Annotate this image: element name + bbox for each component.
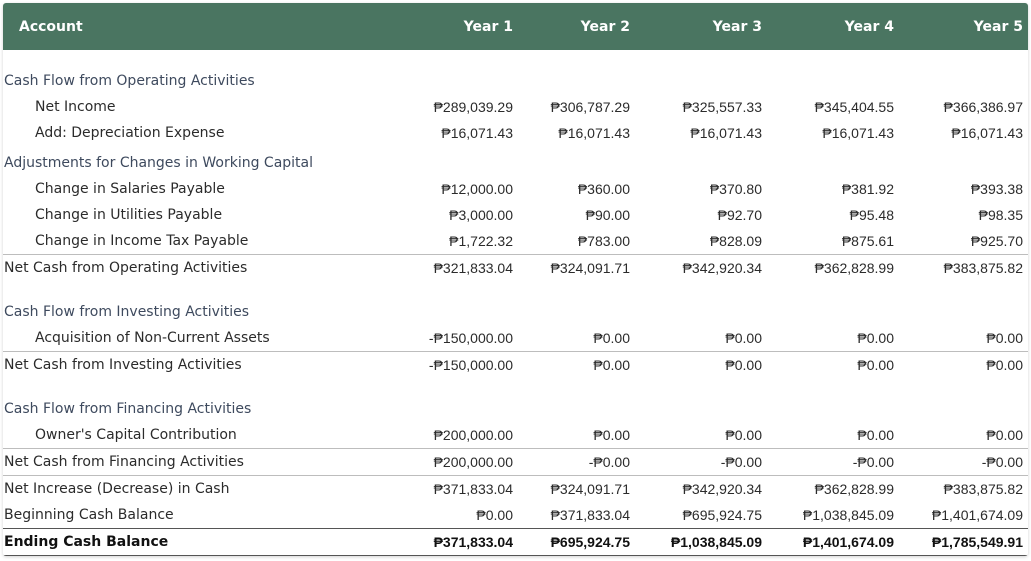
cell-year-3: ₱16,071.43	[690, 125, 762, 141]
cell-year-4: ₱0.00	[857, 330, 894, 346]
cell-year-5: ₱383,875.82	[899, 476, 1028, 503]
cell-year-2: ₱0.00	[518, 352, 635, 379]
cell-year-4: ₱0.00	[767, 352, 899, 379]
cell-year-4: ₱0.00	[857, 427, 894, 443]
cell-year-1: ₱1,722.32	[449, 233, 513, 249]
cell-year-5: ₱925.70	[970, 233, 1023, 249]
cash-flow-statement-card	[3, 3, 1028, 556]
spacer-row	[3, 281, 1028, 295]
section-heading-operating	[3, 64, 1028, 94]
cell-year-1: ₱371,833.04	[403, 476, 518, 503]
cell-year-2: ₱324,091.71	[518, 476, 635, 503]
cell-year-3: ₱0.00	[725, 427, 762, 443]
cell-year-3: ₱370.80	[709, 181, 762, 197]
cell-year-4: ₱362,828.99	[767, 476, 899, 503]
cell-year-4: -₱0.00	[767, 449, 899, 476]
cell-year-5: ₱383,875.82	[899, 255, 1028, 282]
table-header-row	[3, 3, 1028, 50]
cell-year-5: -₱0.00	[899, 449, 1028, 476]
cell-year-4: ₱381.92	[841, 181, 894, 197]
cell-year-3: ₱342,920.34	[635, 476, 767, 503]
cell-year-5: ₱1,401,674.09	[931, 507, 1023, 523]
cell-year-1: ₱289,039.29	[433, 99, 513, 115]
header-year-2: Year 2	[580, 18, 630, 35]
header-account: Account	[19, 18, 83, 35]
cell-year-4: ₱16,071.43	[822, 125, 894, 141]
table-row-ending-balance	[3, 529, 1028, 557]
cell-year-1: ₱3,000.00	[449, 207, 513, 223]
spacer-row	[3, 50, 1028, 64]
cell-year-2: ₱360.00	[577, 181, 630, 197]
cell-year-3: ₱0.00	[635, 352, 767, 379]
cell-year-2: ₱695,924.75	[518, 529, 635, 557]
cell-year-5: ₱98.35	[978, 207, 1023, 223]
table-row-owner-capital	[3, 422, 1028, 449]
cell-year-5: ₱0.00	[899, 352, 1028, 379]
cell-year-2: -₱0.00	[518, 449, 635, 476]
cell-year-2: ₱16,071.43	[558, 125, 630, 141]
cell-year-3: -₱0.00	[635, 449, 767, 476]
cell-year-4: ₱1,038,845.09	[802, 507, 894, 523]
table-row-net-operating	[3, 255, 1028, 282]
cell-year-3: ₱695,924.75	[682, 507, 762, 523]
cell-year-1: ₱371,833.04	[403, 529, 518, 557]
table-row-acquisition	[3, 325, 1028, 352]
header-year-1: Year 1	[463, 18, 513, 35]
row-label: Net Cash from Financing Activities	[3, 449, 403, 476]
table-row-net-financing	[3, 449, 1028, 476]
row-label: Owner's Capital Contribution	[35, 427, 237, 443]
cell-year-1: ₱16,071.43	[441, 125, 513, 141]
row-label: Net Increase (Decrease) in Cash	[3, 476, 403, 503]
cell-year-5: ₱366,386.97	[943, 99, 1023, 115]
row-label: Net Cash from Operating Activities	[3, 255, 403, 282]
cell-year-3: ₱828.09	[709, 233, 762, 249]
cell-year-5: ₱0.00	[986, 427, 1023, 443]
cell-year-2: ₱0.00	[593, 427, 630, 443]
cell-year-2: ₱783.00	[577, 233, 630, 249]
section-title: Cash Flow from Investing Activities	[4, 304, 250, 320]
row-label: Change in Salaries Payable	[35, 181, 225, 197]
cell-year-1: ₱200,000.00	[433, 427, 513, 443]
table-row-net-increase	[3, 476, 1028, 503]
cell-year-2: ₱90.00	[585, 207, 630, 223]
row-label: Change in Income Tax Payable	[35, 233, 249, 249]
cell-year-1: -₱150,000.00	[428, 330, 513, 346]
table-row-depreciation	[3, 120, 1028, 146]
cell-year-3: ₱92.70	[717, 207, 762, 223]
cell-year-4: ₱362,828.99	[767, 255, 899, 282]
cell-year-3: ₱325,557.33	[682, 99, 762, 115]
cell-year-5: ₱0.00	[986, 330, 1023, 346]
cell-year-1: ₱321,833.04	[403, 255, 518, 282]
section-heading-adjustments	[3, 146, 1028, 176]
row-label: Change in Utilities Payable	[35, 207, 223, 223]
table-row-net-income	[3, 94, 1028, 120]
cell-year-5: ₱1,785,549.91	[899, 529, 1028, 557]
table-row-beginning-balance	[3, 502, 1028, 529]
row-label: Net Income	[35, 99, 116, 115]
cell-year-2: ₱0.00	[593, 330, 630, 346]
cell-year-1: ₱0.00	[476, 507, 513, 523]
table-row-net-investing	[3, 352, 1028, 379]
cell-year-3: ₱0.00	[725, 330, 762, 346]
cell-year-2: ₱306,787.29	[550, 99, 630, 115]
section-title: Cash Flow from Financing Activities	[4, 401, 252, 417]
cell-year-1: -₱150,000.00	[403, 352, 518, 379]
row-label: Add: Depreciation Expense	[35, 125, 225, 141]
section-heading-financing	[3, 392, 1028, 422]
cell-year-3: ₱1,038,845.09	[635, 529, 767, 557]
cell-year-4: ₱875.61	[841, 233, 894, 249]
cell-year-5: ₱393.38	[970, 181, 1023, 197]
cell-year-5: ₱16,071.43	[951, 125, 1023, 141]
spacer-row	[3, 378, 1028, 392]
cell-year-1: ₱12,000.00	[441, 181, 513, 197]
row-label: Acquisition of Non-Current Assets	[35, 330, 270, 346]
section-heading-investing	[3, 295, 1028, 325]
cell-year-1: ₱200,000.00	[403, 449, 518, 476]
section-title: Cash Flow from Operating Activities	[4, 73, 255, 89]
table-row-utilities-payable	[3, 202, 1028, 228]
header-year-4: Year 4	[844, 18, 894, 35]
cash-flow-table	[3, 3, 1028, 556]
row-label: Net Cash from Investing Activities	[3, 352, 403, 379]
cell-year-2: ₱371,833.04	[550, 507, 630, 523]
section-title: Adjustments for Changes in Working Capital	[4, 155, 314, 171]
header-year-5: Year 5	[973, 18, 1023, 35]
cell-year-4: ₱95.48	[849, 207, 894, 223]
cell-year-4: ₱345,404.55	[814, 99, 894, 115]
header-year-3: Year 3	[712, 18, 762, 35]
cell-year-3: ₱342,920.34	[635, 255, 767, 282]
cell-year-4: ₱1,401,674.09	[767, 529, 899, 557]
row-label: Beginning Cash Balance	[4, 507, 174, 523]
table-row-income-tax-payable	[3, 228, 1028, 255]
row-label: Ending Cash Balance	[3, 529, 403, 557]
cell-year-2: ₱324,091.71	[518, 255, 635, 282]
table-row-salaries-payable	[3, 176, 1028, 202]
